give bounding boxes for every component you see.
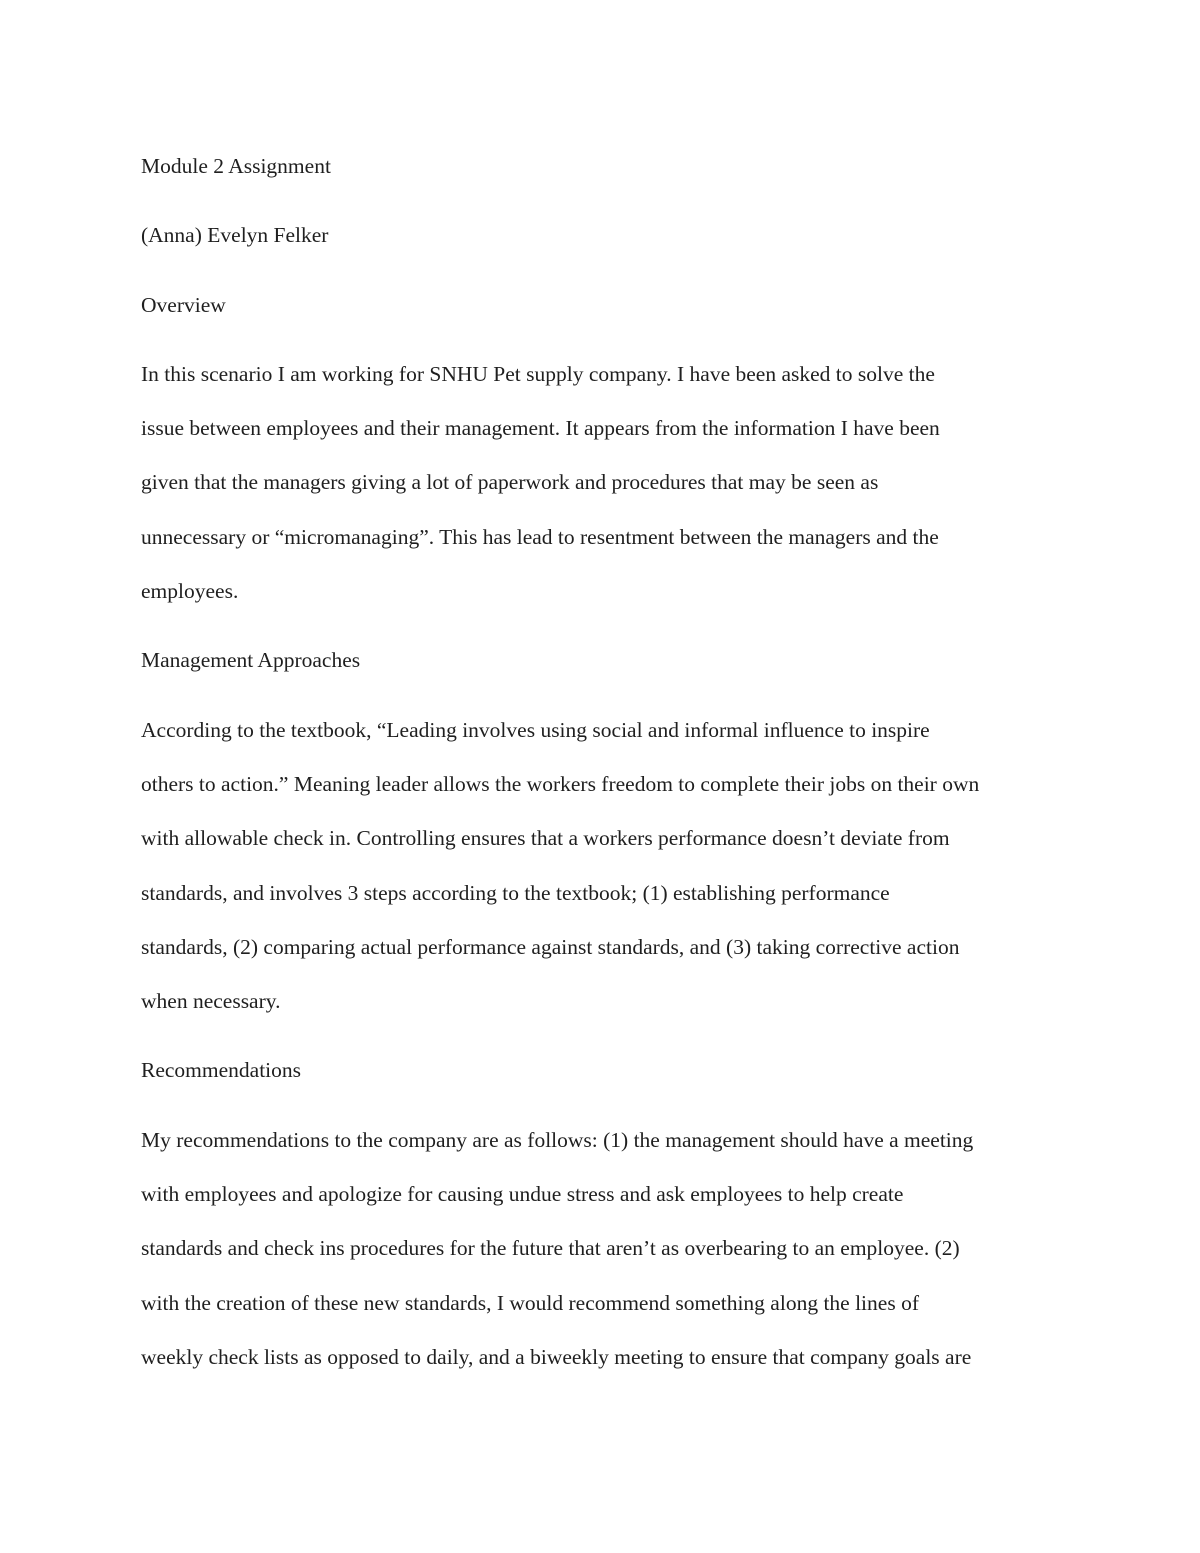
paragraph-line: with the creation of these new standards, I would recommend something along the lines of bbox=[141, 1290, 919, 1315]
paragraph-line: weekly check lists as opposed to daily, and a biweekly meeting to ensure that company goals are bbox=[141, 1344, 972, 1369]
paragraph-line: standards, and involves 3 steps according to the textbook; (1) establishing performance bbox=[141, 880, 890, 905]
spacer bbox=[141, 1028, 1066, 1043]
paragraph-line: given that the managers giving a lot of paperwork and procedures that may be seen as bbox=[141, 470, 879, 495]
document-body bbox=[141, 139, 1066, 1384]
section-heading-management-approaches: Management Approaches bbox=[141, 648, 361, 673]
paragraph-line: In this scenario I am working for SNHU Pet supply company. I have been asked to solve the bbox=[141, 361, 935, 386]
author-name: (Anna) Evelyn Felker bbox=[141, 223, 329, 248]
spacer bbox=[141, 332, 1066, 347]
spacer bbox=[141, 193, 1066, 208]
spacer bbox=[141, 263, 1066, 278]
paragraph-line: with employees and apologize for causing undue stress and ask employees to help create bbox=[141, 1182, 904, 1207]
paragraph-line: My recommendations to the company are as follows: (1) the management should have a meeting bbox=[141, 1127, 974, 1152]
paragraph-line: employees. bbox=[141, 579, 239, 604]
paragraph-line: when necessary. bbox=[141, 989, 281, 1014]
paragraph-line: standards, (2) comparing actual performance against standards, and (3) taking corrective action bbox=[141, 934, 960, 959]
section-heading-recommendations: Recommendations bbox=[141, 1058, 302, 1083]
document-title: Module 2 Assignment bbox=[141, 154, 331, 178]
paragraph-line: with allowable check in. Controlling ensures that a workers performance doesn’t deviate from bbox=[141, 826, 950, 851]
paragraph-line: standards and check ins procedures for the future that aren’t as overbearing to an employee. (2) bbox=[141, 1236, 960, 1261]
paragraph-line: According to the textbook, “Leading involves using social and informal influence to inspire bbox=[141, 717, 930, 742]
section-heading-overview: Overview bbox=[141, 292, 226, 317]
paragraph-line: others to action.” Meaning leader allows the workers freedom to complete their jobs on their own bbox=[141, 771, 980, 796]
spacer bbox=[141, 618, 1066, 633]
paragraph-line: unnecessary or “micromanaging”. This has lead to resentment between the managers and the bbox=[141, 524, 939, 549]
spacer bbox=[141, 688, 1066, 703]
paragraph-line: issue between employees and their management. It appears from the information I have been bbox=[141, 416, 940, 441]
spacer bbox=[141, 1098, 1066, 1113]
